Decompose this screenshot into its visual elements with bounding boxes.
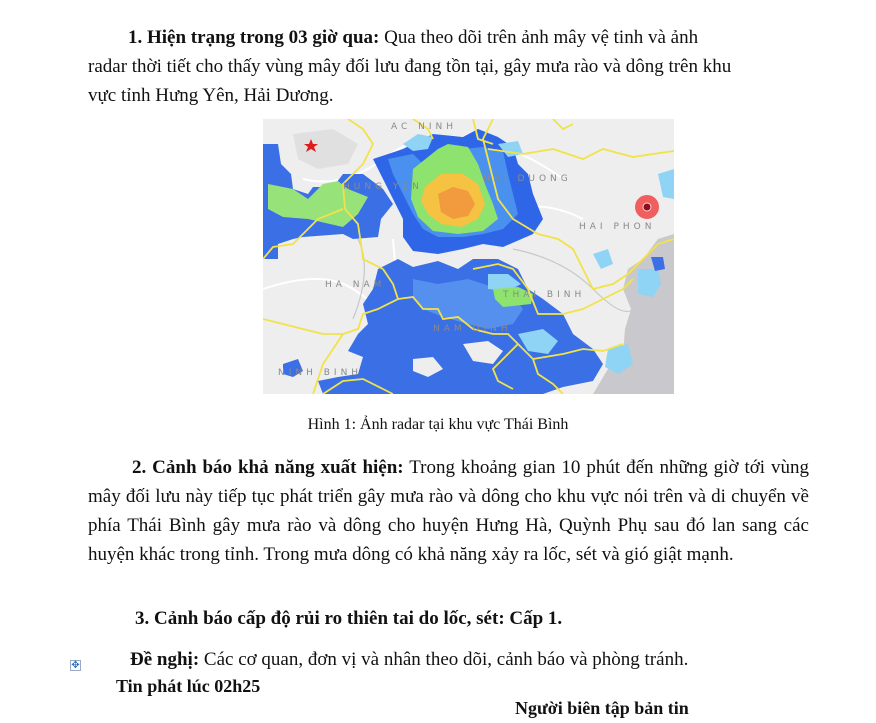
section-current-status-text-1: Qua theo dõi trên ảnh mây vệ tinh và ảnh <box>379 27 699 48</box>
section-current-status-text-3: vực tỉnh Hưng Yên, Hải Dương. <box>88 85 334 106</box>
map-label-hai-phong: HAI PHON <box>579 222 656 232</box>
section-current-status-text-2: radar thời tiết cho thấy vùng mây đối lưu đang tồn tại, gây mưa rào và dông trên khu <box>88 56 732 77</box>
recommendation-text: Các cơ quan, đơn vị và nhân theo dõi, cảnh báo và phòng tránh. <box>199 649 689 670</box>
section-warning <box>88 453 809 569</box>
map-label-hung-yen: HUNG YEN <box>343 182 423 192</box>
section-risk-level: 3. Cảnh báo cấp độ rủi ro thiên tai do lốc, sét: Cấp 1. <box>135 608 563 629</box>
map-label-hai-duong: HAI DUONG <box>483 174 572 184</box>
signature-title: Người biên tập bản tin <box>515 698 689 718</box>
map-label-ha-nam: HA NAM <box>325 280 386 290</box>
location-marker-dot <box>643 203 651 211</box>
map-label-thai-binh: THAI BINH <box>503 290 586 300</box>
table-move-handle-icon[interactable]: ✥ <box>71 660 80 671</box>
issued-time: Tin phát lúc 02h25 <box>116 676 261 696</box>
recommendation-label: Đề nghị: <box>130 649 200 670</box>
map-label-ninh-binh: NINH BINH <box>278 368 363 378</box>
section-warning-heading: 2. Cảnh báo khả năng xuất hiện: <box>132 457 404 478</box>
section-warning-text: Trong khoảng gian 10 phút đến những giờ tới vùng mây đối lưu này tiếp tục phát triển gây mưa rào và dông cho khu vực nói trên và di chuyển về phía Thái Bình gây mưa rào và dông cho huyện Hưng Hà, Quỳnh Phụ sau đó lan sang các huyện khác trong tỉnh. Trong mưa dông có khả năng xảy ra lốc, sét và gió giật mạnh. <box>88 457 809 565</box>
map-label-bac-ninh: AC NINH <box>391 122 458 132</box>
radar-map-svg <box>263 119 674 394</box>
section-current-status <box>88 23 809 110</box>
map-label-nam-dinh: NAM DINH <box>433 324 512 334</box>
figure-caption: Hình 1: Ảnh radar tại khu vực Thái Bình <box>307 416 569 433</box>
section-current-status-heading: 1. Hiện trạng trong 03 giờ qua: <box>128 27 380 48</box>
radar-map-image <box>263 119 674 394</box>
recommendation <box>130 645 830 674</box>
